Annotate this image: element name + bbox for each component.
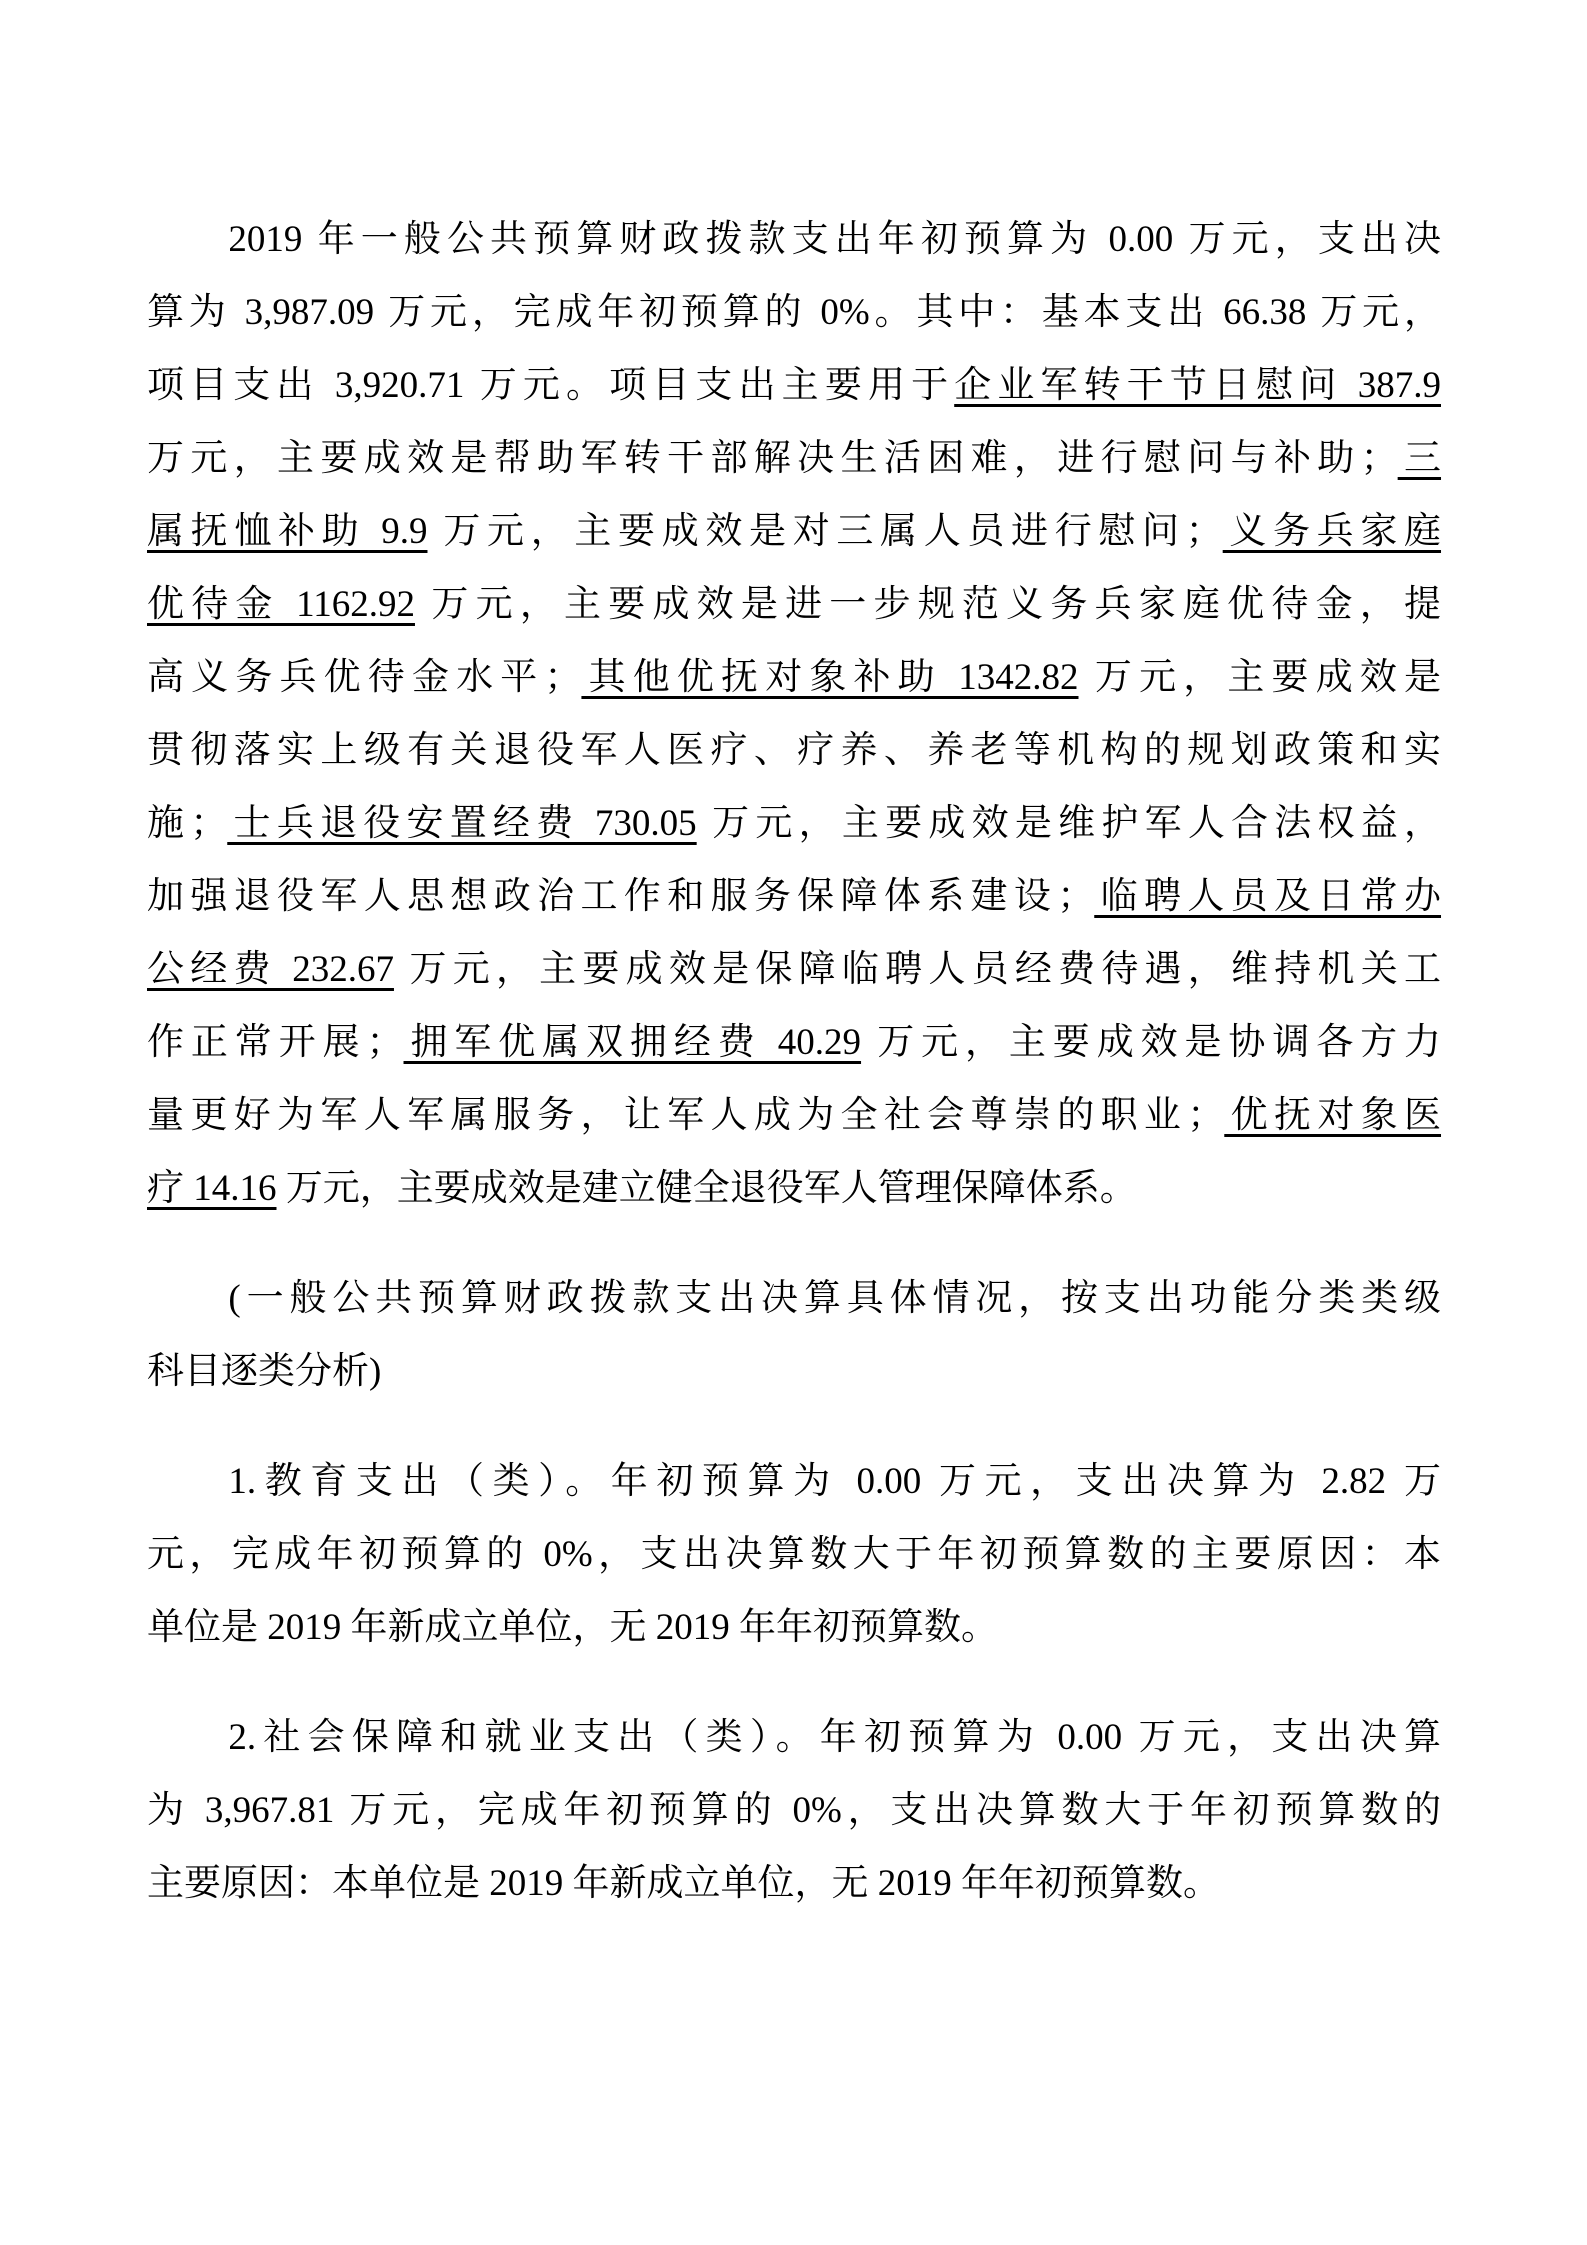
text-segment: 2019 年一般公共预算财政拨款支出年初预算为 0.00 万元，支出决 xyxy=(228,219,1441,260)
text-segment: 贯彻落实上级有关退役军人医疗、疗养、养老等机构的规划政策和实 xyxy=(147,730,1441,771)
underlined-text: 临聘人员及日常办 xyxy=(1094,876,1442,917)
text-segment: 万元，主要成效是进一步规范义务兵家庭优待金，提 xyxy=(414,584,1441,625)
text-line xyxy=(147,1591,1441,1664)
paragraph xyxy=(147,1262,1441,1408)
text-segment: 万元，主要成效是保障临聘人员经费待遇，维持机关工 xyxy=(393,949,1442,990)
text-line xyxy=(147,495,1441,568)
text-segment: 作正常开展； xyxy=(147,1022,404,1063)
text-line xyxy=(147,276,1441,349)
text-line xyxy=(147,641,1441,714)
text-line xyxy=(147,1518,1441,1591)
text-line xyxy=(147,568,1441,641)
paragraph xyxy=(147,1445,1441,1664)
text-segment: 万元，主要成效是协调各方力 xyxy=(861,1022,1442,1063)
text-segment: 元，完成年初预算的 0%，支出决算数大于年初预算数的主要原因：本 xyxy=(147,1534,1441,1575)
underlined-text: 公经费 232.67 xyxy=(147,949,394,990)
underlined-text: 士兵退役安置经费 730.05 xyxy=(227,803,697,844)
text-line xyxy=(147,1079,1441,1152)
text-line xyxy=(147,1152,1441,1225)
text-line xyxy=(147,714,1441,787)
text-line xyxy=(147,1774,1441,1847)
text-segment: 施； xyxy=(147,803,228,844)
text-line xyxy=(147,422,1441,495)
text-line xyxy=(147,349,1441,422)
text-line xyxy=(147,787,1441,860)
text-line xyxy=(147,860,1441,933)
underlined-text: 其他优抚对象补助 1342.82 xyxy=(581,657,1079,698)
underlined-text: 属抚恤补助 9.9 xyxy=(147,511,428,552)
underlined-text: 优待金 1162.92 xyxy=(147,584,415,625)
underlined-text: 疗 14.16 xyxy=(147,1168,277,1209)
underlined-text: 拥军优属双拥经费 40.29 xyxy=(403,1022,862,1063)
text-line xyxy=(147,933,1441,1006)
text-segment: 算为 3,987.09 万元，完成年初预算的 0%。其中：基本支出 66.38 万元， xyxy=(147,292,1441,333)
text-segment: (一般公共预算财政拨款支出决算具体情况，按支出功能分类类级 xyxy=(228,1278,1441,1319)
text-segment: 单位是 2019 年新成立单位，无 2019 年年初预算数。 xyxy=(147,1607,998,1648)
paragraph xyxy=(147,203,1441,1225)
paragraph xyxy=(147,1701,1441,1920)
text-segment: 万元，主要成效是建立健全退役军人管理保障体系。 xyxy=(276,1168,1137,1209)
text-segment: 项目支出 3,920.71 万元。项目支出主要用于 xyxy=(147,365,955,406)
text-line xyxy=(147,1847,1441,1920)
text-line xyxy=(147,1335,1441,1408)
text-segment: 主要原因：本单位是 2019 年新成立单位，无 2019 年年初预算数。 xyxy=(147,1863,1220,1904)
text-line xyxy=(147,203,1441,276)
text-segment: 为 3,967.81 万元，完成年初预算的 0%，支出决算数大于年初预算数的 xyxy=(147,1790,1441,1831)
text-segment: 量更好为军人军属服务，让军人成为全社会尊崇的职业； xyxy=(147,1095,1225,1136)
underlined-text: 义务兵家庭 xyxy=(1222,511,1442,552)
text-segment: 1.教育支出（类）。年初预算为 0.00 万元，支出决算为 2.82 万 xyxy=(228,1461,1441,1502)
text-line xyxy=(147,1445,1441,1518)
text-segment: 高义务兵优待金水平； xyxy=(147,657,582,698)
text-segment: 2.社会保障和就业支出（类）。年初预算为 0.00 万元，支出决算 xyxy=(228,1717,1441,1758)
underlined-text: 三 xyxy=(1397,438,1442,479)
text-line xyxy=(147,1006,1441,1079)
underlined-text: 优抚对象医 xyxy=(1224,1095,1442,1136)
text-segment: 万元，主要成效是维护军人合法权益， xyxy=(696,803,1442,844)
text-segment: 万元，主要成效是帮助军转干部解决生活困难，进行慰问与补助； xyxy=(147,438,1398,479)
document-body xyxy=(147,203,1441,1920)
text-segment: 加强退役军人思想政治工作和服务保障体系建设； xyxy=(147,876,1095,917)
text-line xyxy=(147,1701,1441,1774)
text-segment: 万元，主要成效是对三属人员进行慰问； xyxy=(427,511,1223,552)
underlined-text: 企业军转干节日慰问 387.9 xyxy=(954,365,1441,406)
text-segment: 万元，主要成效是 xyxy=(1078,657,1442,698)
text-line xyxy=(147,1262,1441,1335)
text-segment: 科目逐类分析) xyxy=(147,1351,382,1392)
